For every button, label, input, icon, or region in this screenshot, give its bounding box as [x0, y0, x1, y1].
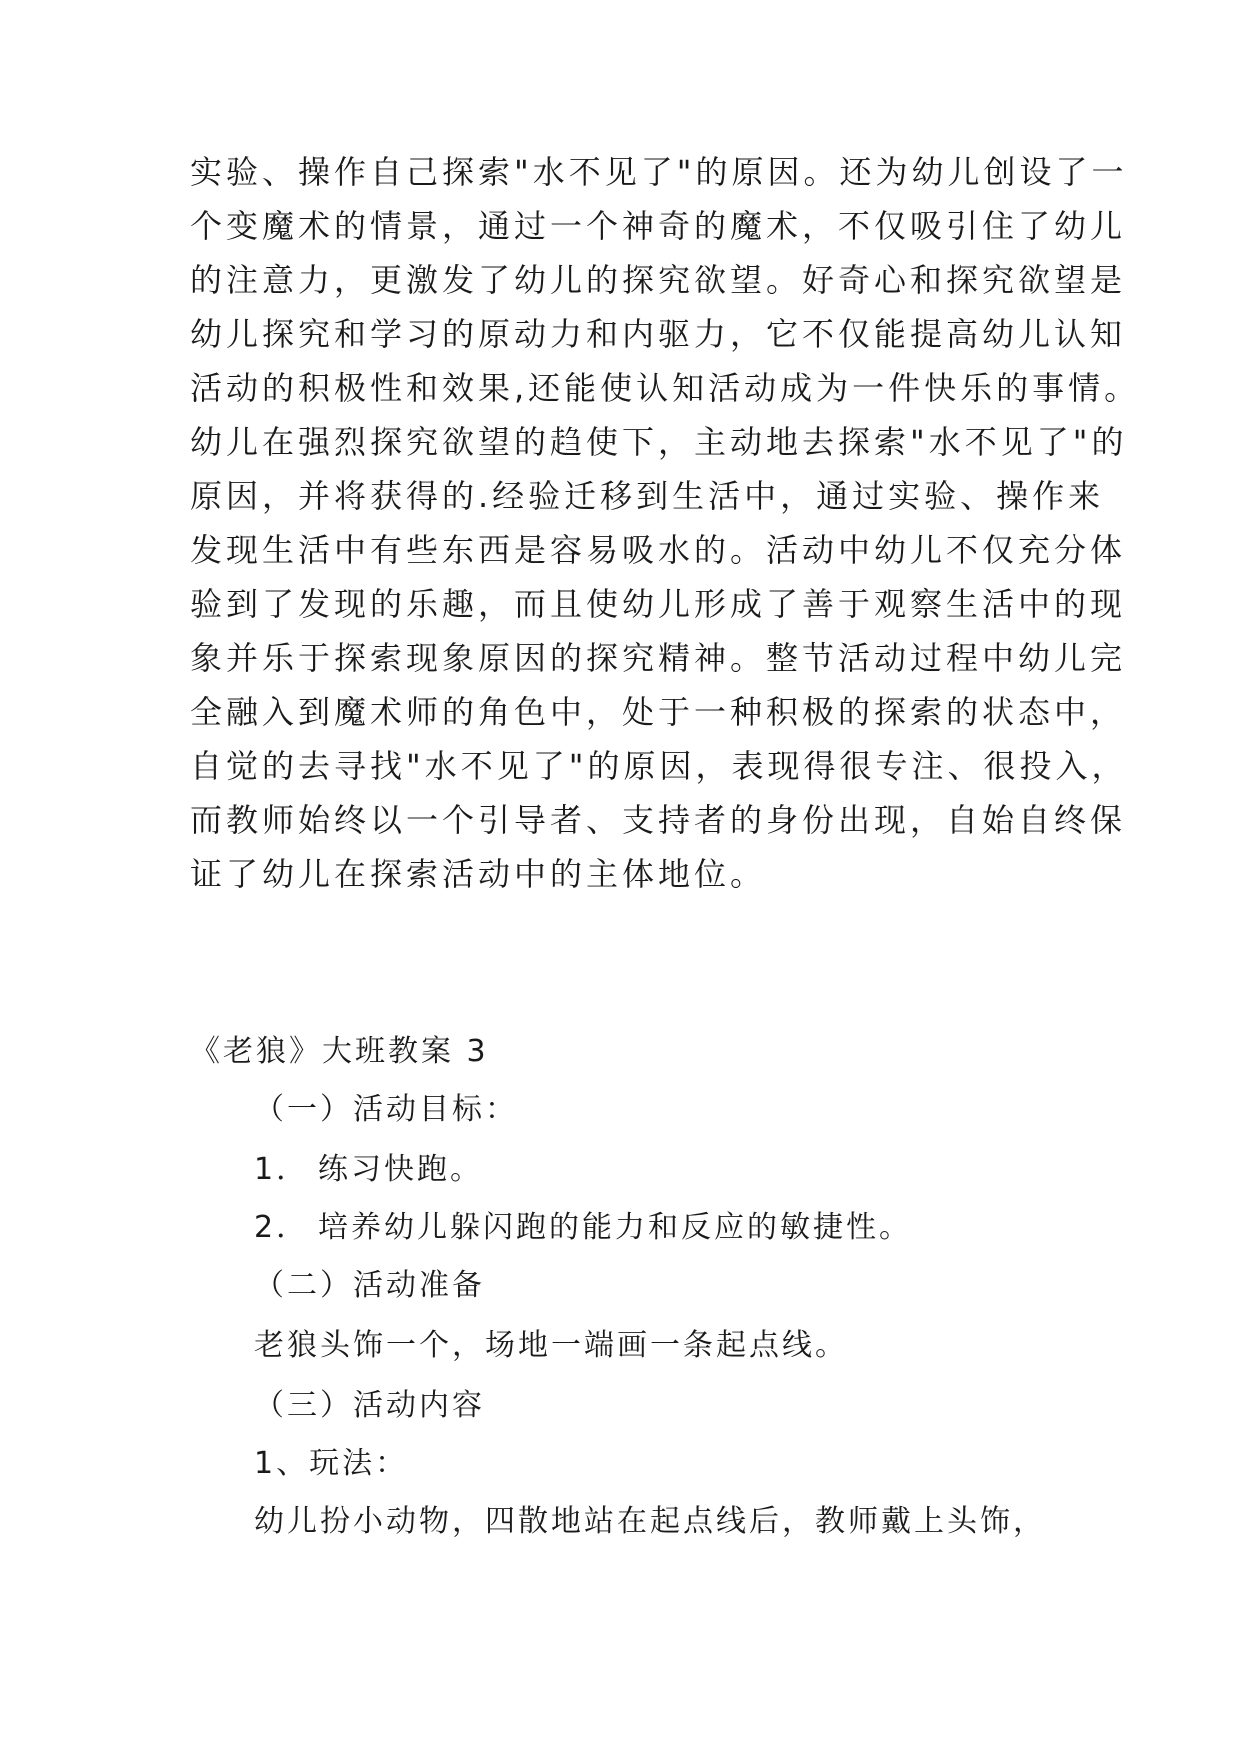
paragraph-line: 幼儿探究和学习的原动力和内驱力，它不仅能提高幼儿认知 — [190, 315, 1127, 353]
prep-heading: （二）活动准备 — [254, 1268, 485, 1303]
goal-item-1 — [254, 1150, 483, 1190]
rules-text: 幼儿扮小动物，四散地站在起点线后，教师戴上头饰， — [254, 1504, 1046, 1539]
paragraph-line: 验到了发现的乐趣，而且使幼儿形成了善于观察生活中的现 — [190, 585, 1127, 623]
goal-item-text: 培养幼儿躲闪跑的能力和反应的敏捷性。 — [318, 1210, 912, 1245]
paragraph-line: 象并乐于探索现象原因的探究精神。整节活动过程中幼儿完 — [190, 639, 1127, 677]
paragraph-line: 发现生活中有些东西是容易吸水的。活动中幼儿不仅充分体 — [190, 531, 1127, 569]
paragraph-line: 原因，并将获得的.经验迁移到生活中，通过实验、操作来 — [190, 477, 1105, 515]
paragraph-line: 而教师始终以一个引导者、支持者的身份出现，自始自终保 — [190, 801, 1127, 839]
rules-heading: 1、玩法： — [254, 1446, 409, 1481]
goal-heading: （一）活动目标： — [254, 1092, 518, 1127]
lesson-title: 《老狼》大班教案 3 — [190, 1034, 489, 1069]
paragraph-line: 全融入到魔术师的角色中，处于一种积极的探索的状态中， — [190, 693, 1127, 731]
content-heading: （三）活动内容 — [254, 1388, 485, 1423]
paragraph-line: 的注意力，更激发了幼儿的探究欲望。好奇心和探究欲望是 — [190, 261, 1127, 299]
paragraph-line: 证了幼儿在探索活动中的主体地位。 — [190, 855, 767, 893]
goal-item-2 — [254, 1208, 912, 1248]
paragraph-line: 实验、操作自己探索"水不见了"的原因。还为幼儿创设了一 — [190, 153, 1128, 191]
paragraph-line: 个变魔术的情景，通过一个神奇的魔术，不仅吸引住了幼儿 — [190, 207, 1127, 245]
goal-item-text: 练习快跑。 — [318, 1152, 483, 1187]
paragraph-line: 活动的积极性和效果,还能使认知活动成为一件快乐的事情。 — [190, 369, 1141, 407]
goal-item-number: 2． — [254, 1210, 310, 1245]
paragraph-line: 幼儿在强烈探究欲望的趋使下，主动地去探索"水不见了"的 — [190, 423, 1128, 461]
goal-item-number: 1． — [254, 1152, 310, 1187]
prep-text: 老狼头饰一个，场地一端画一条起点线。 — [254, 1328, 848, 1363]
paragraph-line: 自觉的去寻找"水不见了"的原因，表现得很专注、很投入， — [190, 747, 1128, 785]
